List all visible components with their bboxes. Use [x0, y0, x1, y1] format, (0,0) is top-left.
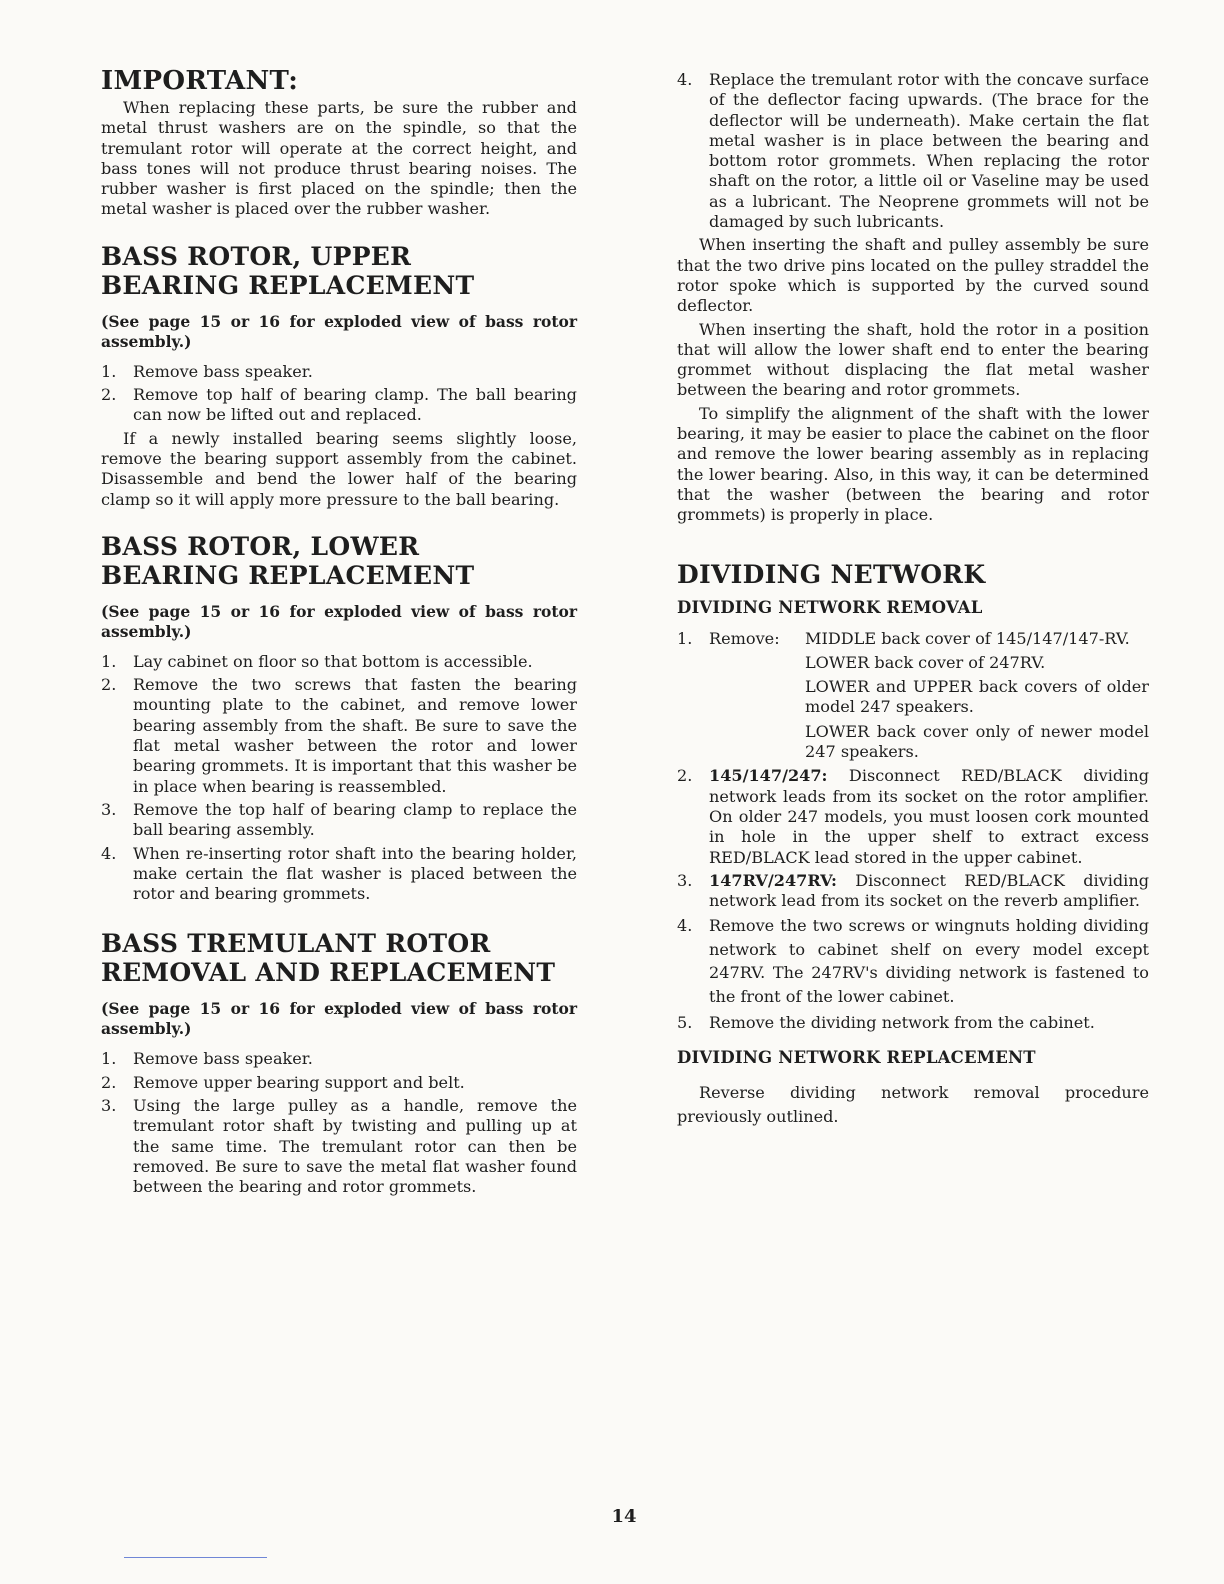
upper-bearing-section	[101, 242, 577, 510]
list-item: 2. Remove top half of bearing clamp. The ball bearing can now be lifted out and replaced.	[101, 385, 577, 425]
remove-items	[805, 629, 1149, 767]
list-item: 1. Remove bass speaker.	[101, 1049, 313, 1069]
list-item: 4. Remove the two screws or wingnuts holding dividing network to cabinet shelf on every model except 247RV. The 247RV's dividing network is fastened to the front of the lower cabinet.	[677, 916, 1149, 1006]
tremulant-see-note: (See page 15 or 16 for exploded view of bass rotor assembly.)	[101, 999, 577, 1039]
paragraph: When inserting the shaft, hold the rotor in a position that will allow the lower shaft end to enter the bearing grommet without displacing the flat metal washer between the bearing and rotor grommets.	[677, 319, 1149, 400]
page-number: 14	[611, 1506, 637, 1527]
paragraph: To simplify the alignment of the shaft with the lower bearing, it may be easier to place the cabinet on the floor and remove the lower bearing assembly as in replacing the lower bearing. Also, in this way, it can be determined that the washer (between the bearing and rotor grommets) is properly in place.	[677, 403, 1149, 525]
upper-see-note: (See page 15 or 16 for exploded view of bass rotor assembly.)	[101, 311, 577, 351]
paragraph: When inserting the shaft and pulley assembly be sure that the two drive pins located on the pulley straddel the rotor spoke which is supported by the curved sound deflector.	[677, 235, 1149, 316]
tremulant-heading-line1: BASS TREMULANT ROTOR	[101, 929, 491, 959]
list-item: 4. Replace the tremulant rotor with the concave surface of the deflector facing upwards. (The brace for the deflector will be underneath). Make certain the flat metal washer is in place between the bearing and bottom rotor grommets. When replacing the rotor shaft on the rotor, a little oil or Vaseline may be used as a lubricant. The Neoprene grommets will not be damaged by such lubricants.	[677, 70, 1149, 232]
removal-step-1: 1. Remove: MIDDLE back cover of 145/147/147-RV. LOWER back cover of 247RV. LOWER and UPPER back covers of older model 247 speakers. LOWER back cover only of newer model 247 speakers.	[677, 629, 1149, 767]
tremulant-section	[101, 929, 577, 1197]
dividing-network-heading: DIVIDING NETWORK	[677, 559, 986, 589]
list-item: MIDDLE back cover of 145/147/147-RV.	[805, 628, 1130, 648]
remove-label: Remove:	[709, 628, 780, 648]
tremulant-step4	[677, 70, 1149, 232]
list-item: 1. Remove bass speaker.	[101, 361, 313, 381]
list-item: 1. Lay cabinet on floor so that bottom is accessible.	[101, 651, 533, 671]
right-column	[677, 70, 1149, 1129]
left-column	[101, 66, 577, 1201]
upper-bearing-heading	[101, 242, 577, 300]
tremulant-continued	[677, 70, 1149, 526]
list-item: 3. Using the large pulley as a handle, remove the tremulant rotor shaft by twisting and pulling up at the same time. The tremulant rotor can then be removed. Be sure to save the metal flat washer found between the bearing and rotor grommets.	[101, 1096, 577, 1197]
tremulant-heading-line2: REMOVAL AND REPLACEMENT	[101, 958, 556, 988]
upper-heading-line2: BEARING REPLACEMENT	[101, 270, 475, 300]
upper-steps	[101, 362, 577, 426]
dividing-network-section	[677, 560, 1149, 1129]
removal-heading: DIVIDING NETWORK REMOVAL	[677, 597, 983, 617]
list-item: 5. Remove the dividing network from the cabinet.	[677, 1013, 1095, 1033]
list-item: LOWER back cover of 247RV.	[805, 652, 1046, 672]
upper-note: If a newly installed bearing seems slightly loose, remove the bearing support assembly from the cabinet. Disassemble and bend the lower half of the bearing clamp so it will apply more pressure to the ball bearing.	[101, 428, 577, 509]
lower-see-note: (See page 15 or 16 for exploded view of bass rotor assembly.)	[101, 601, 577, 641]
replacement-text: Reverse dividing network removal procedure previously outlined.	[677, 1082, 1149, 1126]
important-text: When replacing these parts, be sure the rubber and metal thrust washers are on the spindle, so that the tremulant rotor will operate at the correct height, and bass tones will not produce thrust bearing noises. The rubber washer is first placed on the spindle; then the metal washer is placed over the rubber washer.	[101, 98, 577, 219]
lower-heading-line2: BEARING REPLACEMENT	[101, 560, 475, 590]
list-item: 3. 147RV/247RV: Disconnect RED/BLACK dividing network lead from its socket on the reverb amplifier.	[677, 870, 1150, 911]
important-section	[101, 66, 577, 220]
lower-bearing-section	[101, 532, 577, 905]
lower-steps	[101, 652, 577, 905]
footer-rule	[124, 1557, 267, 1558]
removal-steps	[677, 766, 1149, 1035]
list-item: 2. Remove the two screws that fasten the bearing mounting plate to the cabinet, and remove lower bearing assembly from the shaft. Be sure to save the flat metal washer between the rotor and lower bearing grommets. It is important that this washer be in place when bearing is reassembled.	[101, 675, 577, 796]
list-item: LOWER and UPPER back covers of older model 247 speakers.	[805, 677, 1149, 717]
list-item: 2. Remove upper bearing support and belt.	[101, 1072, 465, 1092]
list-item: LOWER back cover only of newer model 247 speakers.	[805, 721, 1149, 762]
lower-heading-line1: BASS ROTOR, LOWER	[101, 531, 420, 561]
list-item: 4. When re-inserting rotor shaft into the bearing holder, make certain the flat washer is placed between the rotor and bearing grommets.	[101, 843, 577, 904]
upper-heading-line1: BASS ROTOR, UPPER	[101, 241, 412, 271]
replacement-heading: DIVIDING NETWORK REPLACEMENT	[677, 1047, 1036, 1067]
list-item: 2. 145/147/247: Disconnect RED/BLACK dividing network leads from its socket on the rotor amplifier. On older 247 models, you must loosen cork mounted in hole in the upper shelf to extract excess RED/BLACK lead stored in the upper cabinet.	[677, 766, 1149, 867]
important-heading: IMPORTANT:	[101, 66, 299, 96]
list-item: 3. Remove the top half of bearing clamp to replace the ball bearing assembly.	[101, 799, 577, 840]
lower-bearing-heading	[101, 532, 577, 590]
tremulant-heading	[101, 929, 577, 987]
tremulant-steps	[101, 1049, 577, 1197]
